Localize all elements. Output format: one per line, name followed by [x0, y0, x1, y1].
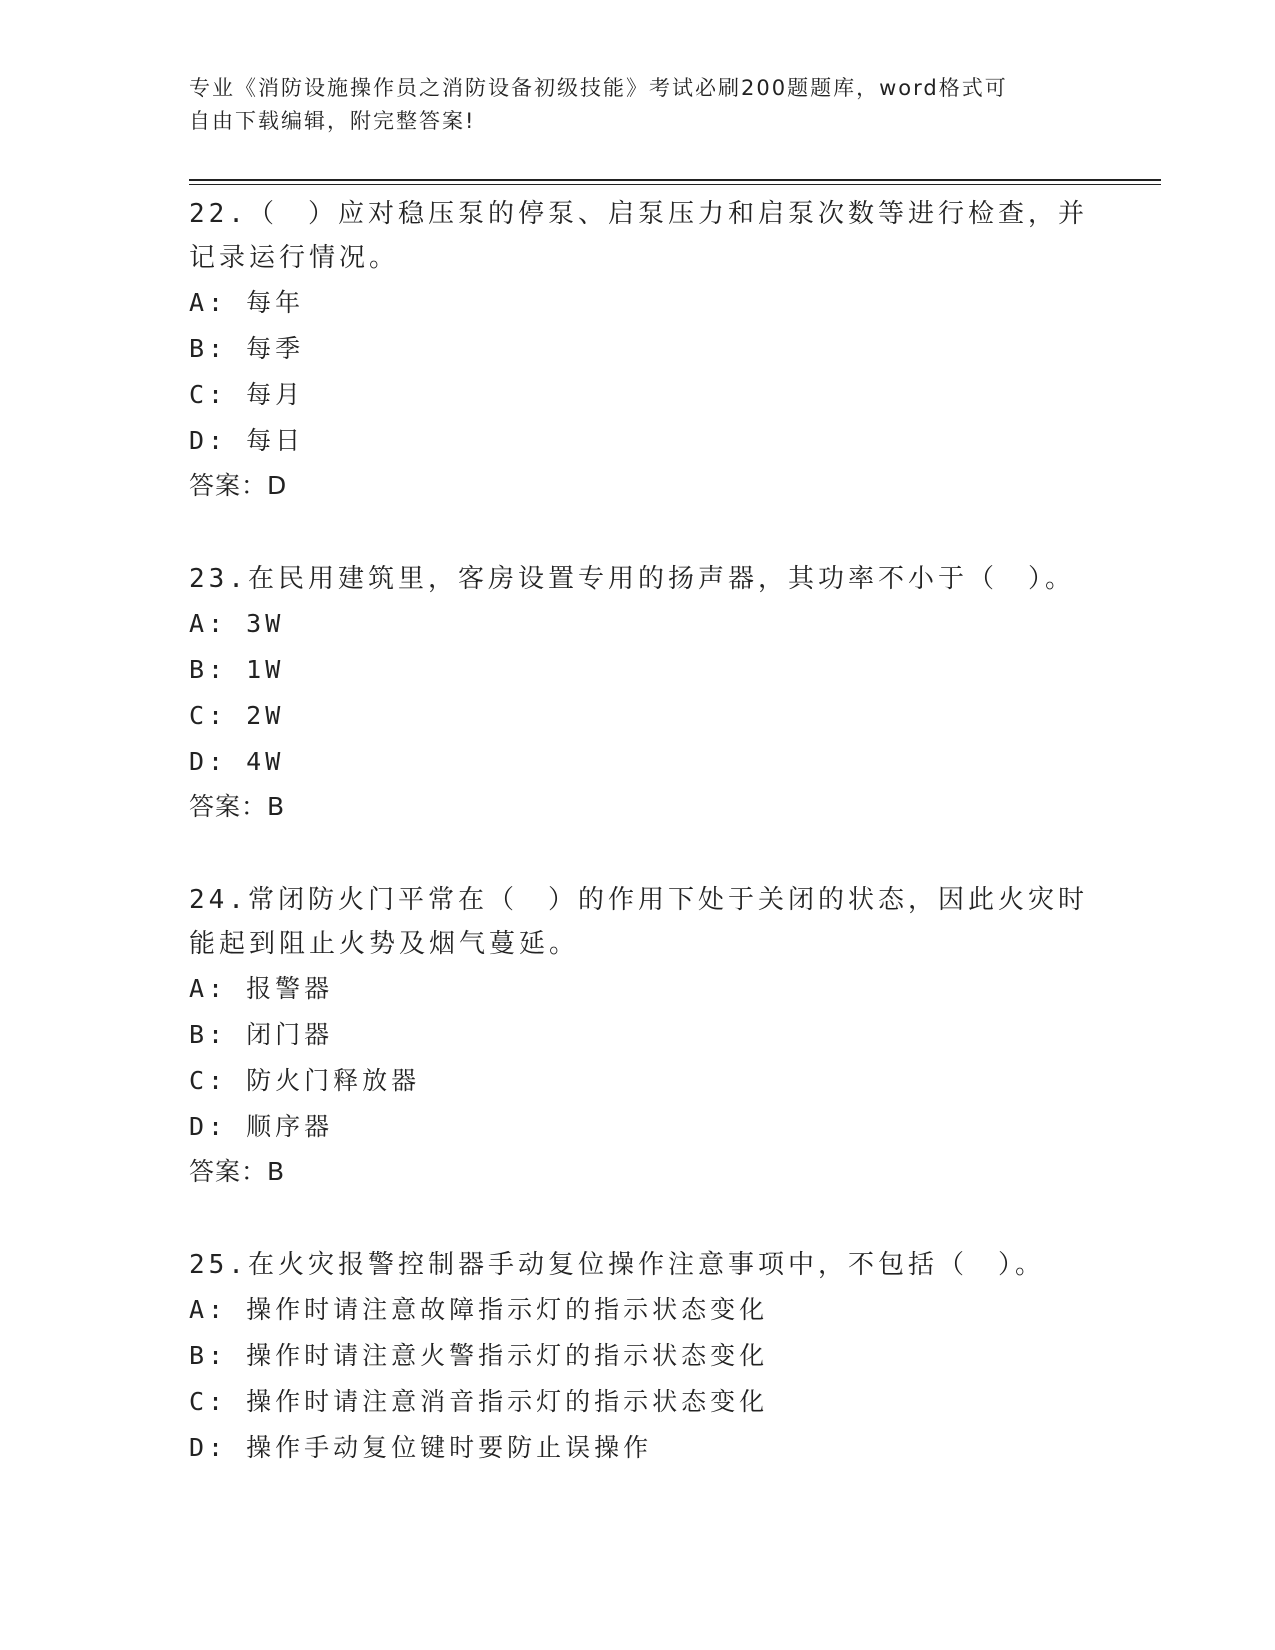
question-stem: 24.常闭防火门平常在（ ）的作用下处于关闭的状态，因此火灾时能起到阻止火势及烟气蔓延。	[189, 885, 1088, 959]
option-a: A: 报警器	[189, 974, 334, 1003]
option-c: C: 2W	[189, 701, 285, 730]
option-b: B: 操作时请注意火警指示灯的指示状态变化	[189, 1341, 769, 1370]
question-24	[189, 878, 1089, 1194]
option-a: A: 3W	[189, 609, 285, 638]
header-divider-thin	[189, 184, 1161, 185]
answer-line: 答案：B	[189, 792, 286, 821]
header-line-2: 自由下载编辑，附完整答案!	[189, 109, 476, 133]
option-d: D: 顺序器	[189, 1112, 334, 1141]
option-b: B: 每季	[189, 334, 305, 363]
option-d: D: 操作手动复位键时要防止误操作	[189, 1433, 653, 1462]
question-stem: 23.在民用建筑里，客房设置专用的扬声器，其功率不小于（ ）。	[189, 564, 1075, 594]
option-c: C: 操作时请注意消音指示灯的指示状态变化	[189, 1387, 769, 1416]
question-25	[189, 1243, 1089, 1471]
option-a: A: 每年	[189, 288, 305, 317]
option-c: C: 每月	[189, 380, 305, 409]
option-b: B: 闭门器	[189, 1020, 334, 1049]
answer-line: 答案：B	[189, 1157, 286, 1186]
answer-line: 答案：D	[189, 471, 288, 500]
header-line-1: 专业《消防设施操作员之消防设备初级技能》考试必刷200题题库，word格式可	[189, 76, 1008, 100]
question-22	[189, 192, 1089, 508]
document-header	[189, 72, 1069, 138]
option-b: B: 1W	[189, 655, 285, 684]
question-23	[189, 557, 1089, 829]
question-stem: 22.（ ）应对稳压泵的停泵、启泵压力和启泵次数等进行检查，并记录运行情况。	[189, 199, 1088, 273]
question-stem: 25.在火灾报警控制器手动复位操作注意事项中，不包括（ ）。	[189, 1250, 1045, 1280]
question-list	[189, 192, 1089, 1520]
header-divider-thick	[189, 179, 1161, 181]
option-c: C: 防火门释放器	[189, 1066, 421, 1095]
option-a: A: 操作时请注意故障指示灯的指示状态变化	[189, 1295, 769, 1324]
option-d: D: 4W	[189, 747, 285, 776]
option-d: D: 每日	[189, 426, 305, 455]
